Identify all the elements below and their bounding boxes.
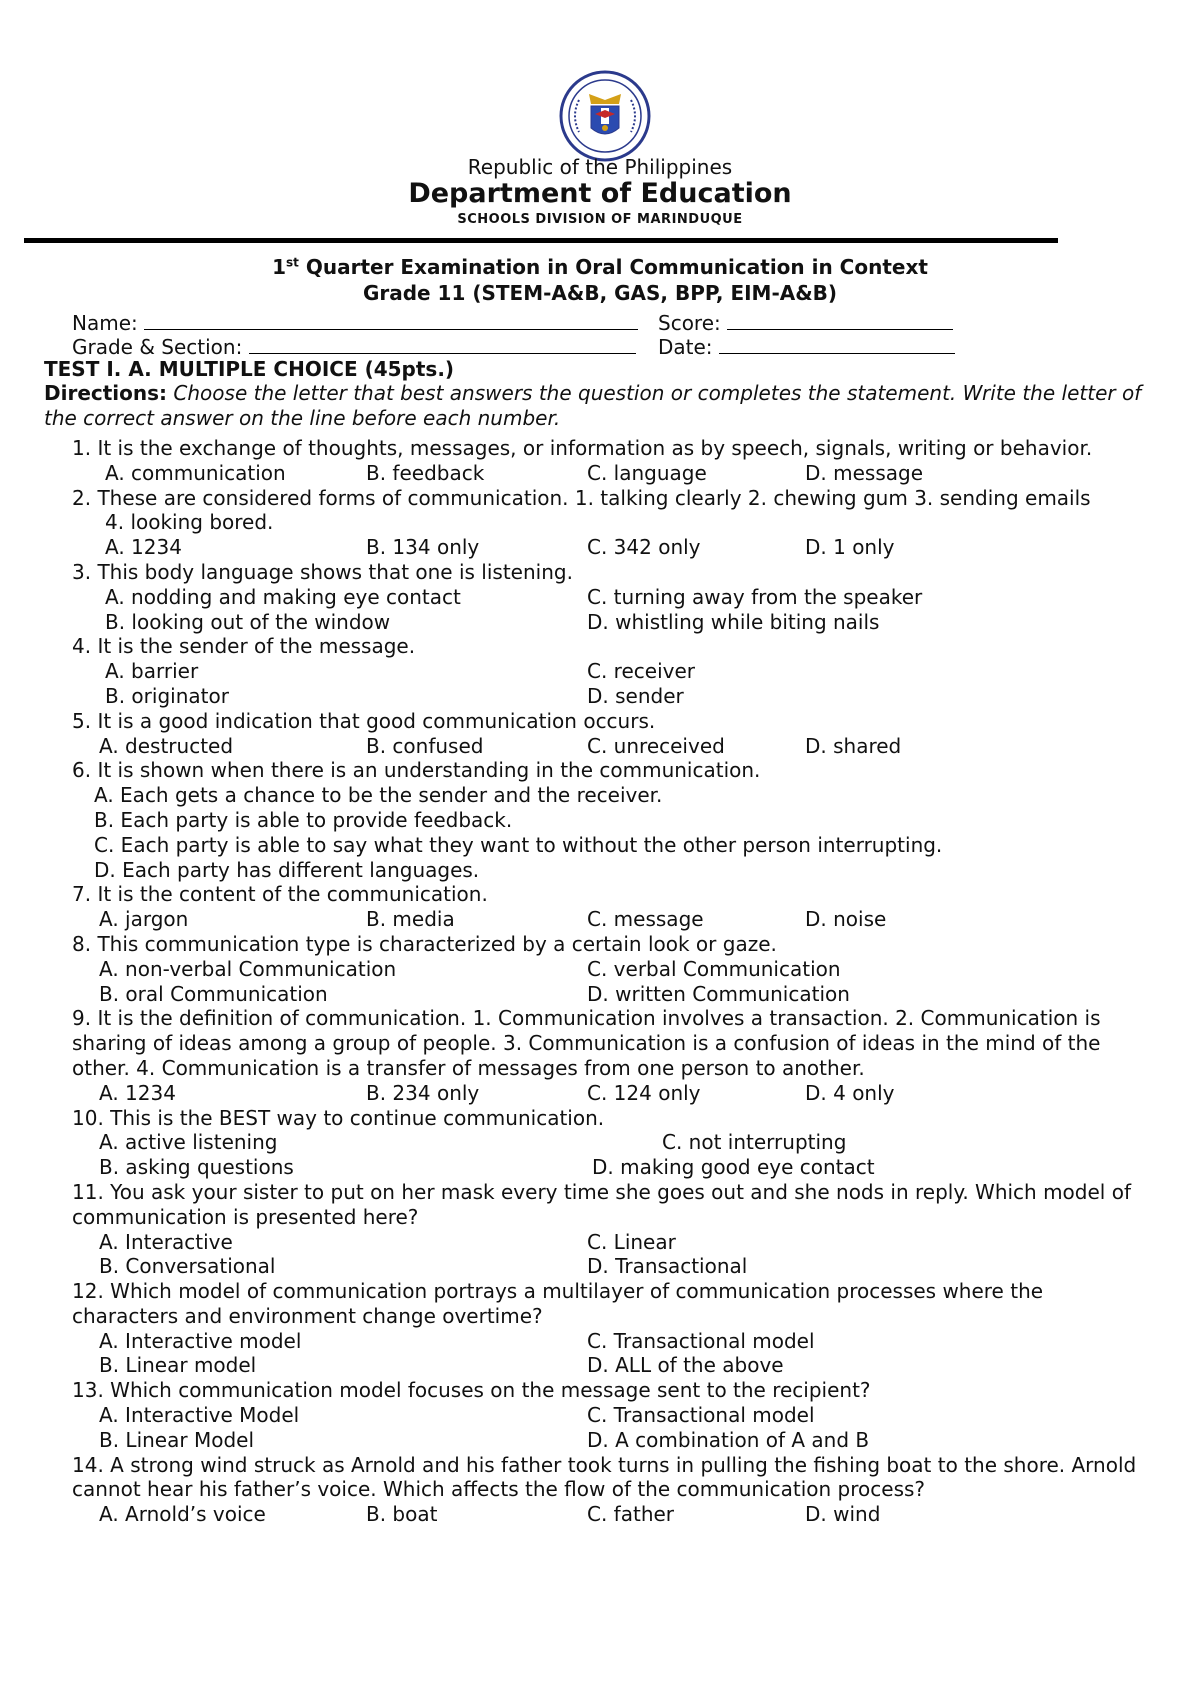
answer-option: D. ALL of the above bbox=[587, 1353, 784, 1378]
question-text: 1. It is the exchange of thoughts, messages, or information as by speech, signals, writing or behavior. bbox=[72, 436, 1093, 460]
question-text: 11. You ask your sister to put on her mask every time she goes out and she nods in reply. Which model of communication is presented here? bbox=[72, 1179, 1131, 1229]
option-row bbox=[72, 1130, 1152, 1155]
question-text: 8. This communication type is characterized by a certain look or gaze. bbox=[72, 931, 777, 956]
answer-option: C. unreceived bbox=[587, 733, 725, 758]
option-row bbox=[72, 1329, 1152, 1354]
answer-option: A. Interactive bbox=[99, 1229, 233, 1254]
division-label: SCHOOLS DIVISION OF MARINDUQUE bbox=[457, 212, 743, 227]
answer-option: C. Transactional model bbox=[587, 1328, 815, 1353]
option-row bbox=[72, 610, 1152, 635]
answer-option: D. written Communication bbox=[587, 981, 850, 1006]
name-blank[interactable] bbox=[144, 309, 638, 330]
header-divider bbox=[24, 238, 1058, 243]
option-row bbox=[72, 1230, 1152, 1255]
answer-option: C. father bbox=[587, 1502, 675, 1527]
answer-option: A. 1234 bbox=[105, 535, 182, 560]
name-label: Name: bbox=[72, 311, 138, 335]
answer-option: C. language bbox=[587, 460, 707, 485]
answer-option: A. Interactive model bbox=[99, 1328, 302, 1353]
answer-option: A. barrier bbox=[105, 659, 199, 684]
question-item bbox=[72, 1180, 1152, 1279]
question-text: 9. It is the definition of communication. 1. Communication involves a transaction. 2. Communication is sharing of ideas among a group of people. 3. Communication is a confusion of ideas in the mind of the other. 4. Communication is a transfer of messages from one person to another. bbox=[72, 1006, 1101, 1080]
answer-option: B. feedback bbox=[366, 460, 485, 485]
answer-option: B. boat bbox=[366, 1502, 438, 1527]
answer-option: D. noise bbox=[805, 907, 887, 932]
answer-option: C. 342 only bbox=[587, 535, 701, 560]
option-row bbox=[72, 585, 1152, 610]
answer-option: B. confused bbox=[366, 733, 484, 758]
answer-option: A. Each gets a chance to be the sender and the receiver. bbox=[94, 783, 663, 808]
answer-option: C. Linear bbox=[587, 1229, 676, 1254]
section-field[interactable] bbox=[72, 333, 636, 359]
question-item bbox=[72, 436, 1152, 486]
question-text-continued: 4. looking bored. bbox=[105, 510, 274, 535]
answer-option: A. active listening bbox=[99, 1130, 278, 1155]
question-item bbox=[72, 1453, 1152, 1527]
exam-title-sup: st bbox=[285, 255, 299, 270]
answer-option: B. Each party is able to provide feedback. bbox=[94, 807, 513, 832]
answer-option: B. 134 only bbox=[366, 535, 480, 560]
answer-option: D. making good eye contact bbox=[592, 1155, 875, 1180]
question-item bbox=[72, 932, 1152, 1006]
answer-option: C. 124 only bbox=[587, 1080, 701, 1105]
answer-option: A. 1234 bbox=[99, 1080, 176, 1105]
answer-option: C. turning away from the speaker bbox=[587, 584, 923, 609]
answer-option: B. 234 only bbox=[366, 1080, 480, 1105]
deped-seal-logo bbox=[559, 70, 651, 162]
answer-option: C. not interrupting bbox=[662, 1130, 847, 1155]
answer-option: B. looking out of the window bbox=[105, 609, 391, 634]
question-item bbox=[72, 1006, 1152, 1105]
answer-option: C. message bbox=[587, 907, 704, 932]
date-blank[interactable] bbox=[719, 333, 955, 354]
republic-label: Republic of the Philippines bbox=[467, 155, 733, 179]
answer-option: B. asking questions bbox=[99, 1155, 294, 1180]
score-blank[interactable] bbox=[727, 309, 953, 330]
option-row bbox=[72, 1155, 1152, 1180]
question-text: 14. A strong wind struck as Arnold and his father took turns in pulling the fishing boat to the shore. Arnold cannot hear his father’s voice. Which affects the flow of the communication process? bbox=[72, 1452, 1137, 1502]
grade-line: Grade 11 (STEM-A&B, GAS, BPP, EIM-A&B) bbox=[362, 281, 838, 305]
answer-option: A. Arnold’s voice bbox=[99, 1502, 266, 1527]
answer-option: A. nodding and making eye contact bbox=[105, 584, 461, 609]
question-item bbox=[72, 1106, 1152, 1180]
answer-option: A. non-verbal Communication bbox=[99, 956, 397, 981]
question-list bbox=[72, 436, 1152, 1527]
question-text: 3. This body language shows that one is listening. bbox=[72, 559, 573, 584]
option-row bbox=[72, 1254, 1152, 1279]
option-row bbox=[72, 734, 1152, 759]
option-row bbox=[72, 1403, 1152, 1428]
answer-option: D. message bbox=[805, 460, 923, 485]
question-item bbox=[72, 634, 1152, 708]
answer-option: C. verbal Communication bbox=[587, 956, 841, 981]
exam-title bbox=[0, 255, 1200, 279]
answer-option: D. Transactional bbox=[587, 1254, 748, 1279]
answer-option: B. originator bbox=[105, 683, 229, 708]
score-label: Score: bbox=[658, 311, 721, 335]
option-row bbox=[72, 982, 1152, 1007]
question-text: 7. It is the content of the communication. bbox=[72, 882, 488, 907]
option-row bbox=[72, 957, 1152, 982]
answer-option: D. 1 only bbox=[805, 535, 895, 560]
option-row bbox=[72, 1081, 1152, 1106]
answer-option: A. destructed bbox=[99, 733, 234, 758]
question-item bbox=[72, 709, 1152, 759]
answer-option: C. Transactional model bbox=[587, 1403, 815, 1428]
answer-option: D. A combination of A and B bbox=[587, 1427, 870, 1452]
answer-option: A. jargon bbox=[99, 907, 189, 932]
option-row bbox=[72, 1502, 1152, 1527]
question-text: 6. It is shown when there is an understanding in the communication. bbox=[72, 758, 761, 783]
answer-option: C. Each party is able to say what they want to without the other person interrupting. bbox=[94, 832, 943, 857]
answer-option: A. communication bbox=[105, 460, 286, 485]
section-label: Grade & Section: bbox=[72, 335, 243, 359]
date-field[interactable] bbox=[658, 333, 955, 359]
answer-option: B. Linear model bbox=[99, 1353, 257, 1378]
question-text: 10. This is the BEST way to continue communication. bbox=[72, 1105, 605, 1130]
option-row bbox=[72, 461, 1152, 486]
exam-title-ordinal: 1 bbox=[272, 255, 286, 279]
question-item bbox=[72, 1378, 1152, 1452]
score-field[interactable] bbox=[658, 309, 953, 335]
question-item bbox=[72, 882, 1152, 932]
directions bbox=[44, 381, 1144, 431]
answer-option: D. 4 only bbox=[805, 1080, 895, 1105]
question-item bbox=[72, 486, 1152, 560]
answer-option: D. sender bbox=[587, 683, 684, 708]
answer-option: B. oral Communication bbox=[99, 981, 328, 1006]
directions-label: Directions: bbox=[44, 381, 168, 405]
option-row bbox=[72, 1428, 1152, 1453]
answer-option: B. media bbox=[366, 907, 455, 932]
department-title: Department of Education bbox=[408, 178, 792, 209]
question-text: 2. These are considered forms of communication. 1. talking clearly 2. chewing gum 3. sending emails bbox=[72, 485, 1091, 510]
option-row bbox=[72, 907, 1152, 932]
name-field[interactable] bbox=[72, 309, 638, 335]
answer-option: B. Linear Model bbox=[99, 1427, 254, 1452]
question-text: 4. It is the sender of the message. bbox=[72, 634, 416, 659]
section-blank[interactable] bbox=[249, 333, 636, 354]
option-row bbox=[72, 535, 1152, 560]
question-item bbox=[72, 758, 1152, 882]
question-item bbox=[72, 1279, 1152, 1378]
answer-option: D. Each party has different languages. bbox=[94, 857, 480, 882]
question-text: 12. Which model of communication portrays a multilayer of communication processes where the characters and environment change overtime? bbox=[72, 1279, 1044, 1328]
answer-option: C. receiver bbox=[587, 659, 695, 684]
directions-text: Choose the letter that best answers the question or completes the statement. Write the letter of the correct answer on the line before each number. bbox=[44, 381, 1142, 430]
question-item bbox=[72, 560, 1152, 634]
answer-option: D. whistling while biting nails bbox=[587, 609, 880, 634]
option-row bbox=[72, 1353, 1152, 1378]
date-label: Date: bbox=[658, 335, 713, 359]
answer-option: B. Conversational bbox=[99, 1254, 276, 1279]
option-row bbox=[72, 659, 1152, 684]
answer-option: A. Interactive Model bbox=[99, 1403, 300, 1428]
question-text: 13. Which communication model focuses on the message sent to the recipient? bbox=[72, 1378, 871, 1403]
exam-title-rest: Quarter Examination in Oral Communication in Context bbox=[298, 255, 928, 279]
answer-option: D. wind bbox=[805, 1502, 881, 1527]
test-heading: TEST I. A. MULTIPLE CHOICE (45pts.) bbox=[44, 357, 455, 381]
question-text: 5. It is a good indication that good communication occurs. bbox=[72, 708, 656, 733]
option-row bbox=[72, 684, 1152, 709]
answer-option: D. shared bbox=[805, 733, 902, 758]
